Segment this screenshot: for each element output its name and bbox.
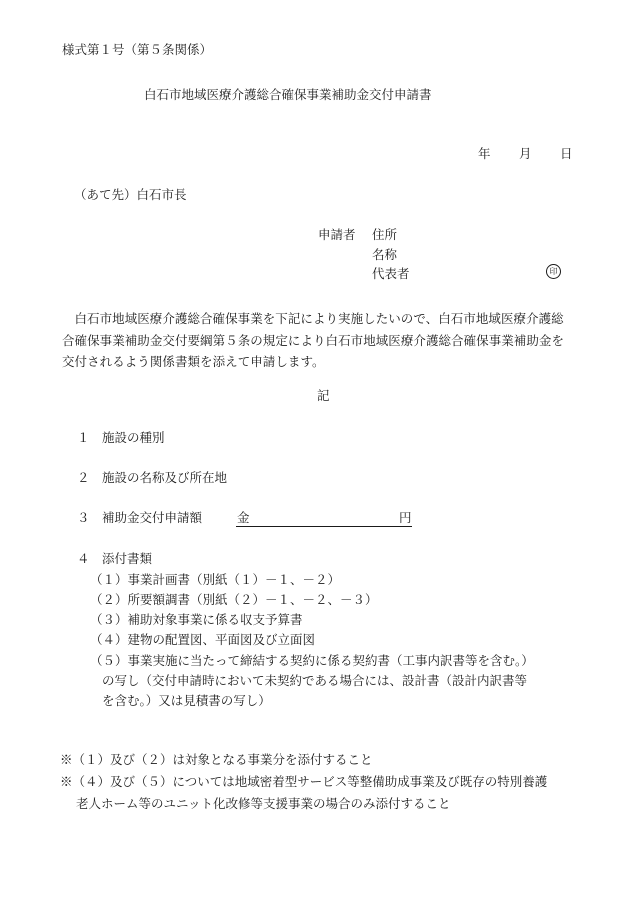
date-month: 月 <box>519 146 532 161</box>
item-attachments: 添付書類 <box>102 551 153 566</box>
application-body-text: 白石市地域医療介護総合確保事業を下記により実施したいので、白石市地域医療介護総合確保事業補助金交付要綱第５条の規定により白石市地域医療介護総合確保事業補助金を交付されるよう関係書類を添えて申請します。 <box>62 311 565 369</box>
attachment-item: （５）事業実施に当たって締結する契約に係る契約書（工事内訳書等を含む。） <box>90 653 534 668</box>
item-number: ４ <box>77 551 90 566</box>
attachment-item: （３）補助対象事業に係る収支予算書 <box>90 612 303 627</box>
attachment-continuation: の写し（交付申請時において未契約である場合には、設計書（設計内訳書等 <box>102 673 528 688</box>
attachment-continuation: を含む。）又は見積書の写し） <box>102 693 271 708</box>
note-continuation: 老人ホーム等のユニット化改修等支援事業の場合のみ添付すること <box>76 796 451 811</box>
applicant-representative-label: 代表者 <box>372 266 410 281</box>
item-number: １ <box>77 430 90 445</box>
document-title: 白石市地域医療介護総合確保事業補助金交付申請書 <box>144 87 432 102</box>
item-number: ２ <box>77 470 90 485</box>
note: ※（４）及び（５）については地域密着型サービス等整備助成事業及び既存の特別養護 <box>60 774 548 789</box>
applicant-name-label: 名称 <box>372 247 398 262</box>
attachment-item: （４）建物の配置図、平面図及び立面図 <box>90 632 316 647</box>
attachment-item: （２）所要額調書（別紙（２）－１、－２、－３） <box>90 592 378 607</box>
applicant-label: 申請者 <box>318 227 356 242</box>
seal-mark: 印 <box>546 264 561 279</box>
item-facility-name-location: 施設の名称及び所在地 <box>102 470 228 485</box>
date-year: 年 <box>478 146 491 161</box>
amount-underline <box>236 526 412 527</box>
note: ※（１）及び（２）は対象となる事業分を添付すること <box>60 752 373 767</box>
item-facility-type: 施設の種別 <box>102 430 165 445</box>
date-day: 日 <box>560 146 573 161</box>
ki-heading: 記 <box>317 388 330 403</box>
attachment-item: （１）事業計画書（別紙（１）－１、－２） <box>90 572 341 587</box>
form-number: 様式第１号（第５条関係） <box>62 42 213 57</box>
item-subsidy-amount: 補助金交付申請額 <box>102 510 203 525</box>
item-number: ３ <box>77 510 90 525</box>
amount-suffix: 円 <box>399 510 412 525</box>
amount-prefix: 金 <box>237 510 250 525</box>
addressee: （あて先）白石市長 <box>74 187 187 202</box>
applicant-address-label: 住所 <box>372 227 398 242</box>
